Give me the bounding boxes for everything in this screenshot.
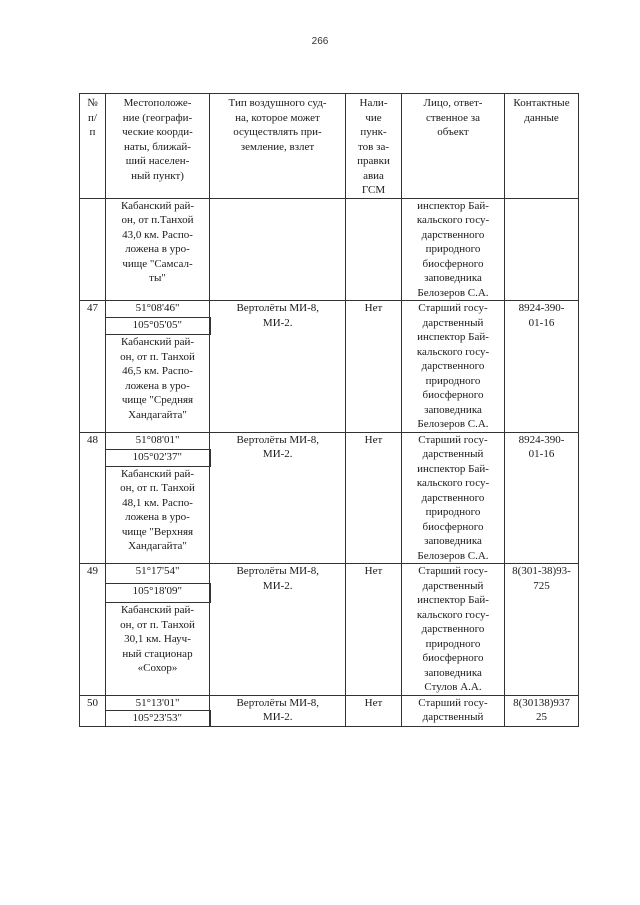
contacts-cell	[505, 198, 579, 301]
aircraft-cell	[210, 198, 346, 301]
num-cell: 47	[80, 301, 106, 433]
table-row	[80, 564, 579, 584]
fuel-cell: Нет	[346, 432, 402, 564]
location-cell: Кабанский рай- он, от п.Танхой 43,0 км. Распо- ложена в уро- чище "Самсал- ты"	[106, 198, 210, 301]
latitude-cell: 51°17'54"	[106, 564, 210, 584]
contacts-cell: 8924-390- 01-16	[505, 301, 579, 433]
contacts-cell: 8(301-38)93- 725	[505, 564, 579, 696]
responsible-cell: Старший госу- дарственный	[402, 695, 505, 726]
latitude-cell: 51°13'01"	[106, 695, 210, 711]
longitude-cell: 105°23'53"	[106, 711, 210, 727]
latitude-cell: 51°08'46"	[106, 301, 210, 318]
place-cell: Кабанский рай- он, от п. Танхой 46,5 км. Распо- ложена в уро- чище "Средняя Хандагайта"	[106, 335, 210, 432]
responsible-cell: Старший госу- дарственный инспектор Бай- кальского госу- дарственного природного биосферного заповедника Белозеров С.А.	[402, 432, 505, 564]
fuel-cell	[346, 198, 402, 301]
page-number: 266	[311, 36, 329, 47]
header-location: Местоположе- ние (географи- ческие коорди- наты, ближай- ший населен- ный пункт)	[106, 94, 210, 199]
num-cell: 48	[80, 432, 106, 564]
header-contacts: Контактные данные	[505, 94, 579, 199]
fuel-cell: Нет	[346, 301, 402, 433]
latitude-cell: 51°08'01"	[106, 432, 210, 449]
table-row	[80, 198, 579, 301]
header-responsible: Лицо, ответ- ственное за объект	[402, 94, 505, 199]
aircraft-cell: Вертолёты МИ-8, МИ-2.	[210, 695, 346, 726]
responsible-cell: Старший госу- дарственный инспектор Бай- кальского госу- дарственного природного биосферного заповедника Белозеров С.А.	[402, 301, 505, 433]
place-cell: Кабанский рай- он, от п. Танхой 48,1 км. Распо- ложена в уро- чище "Верхняя Хандагайта"	[106, 466, 210, 563]
responsible-cell: инспектор Бай- кальского госу- дарственного природного биосферного заповедника Белозеров С.А.	[402, 198, 505, 301]
num-cell: 50	[80, 695, 106, 726]
table-row	[80, 432, 579, 449]
place-cell: Кабанский рай- он, от п. Танхой 30,1 км. Науч- ный стационар «Сохор»	[106, 603, 210, 696]
contacts-cell: 8924-390- 01-16	[505, 432, 579, 564]
longitude-cell: 105°05'05"	[106, 318, 210, 335]
aircraft-cell: Вертолёты МИ-8, МИ-2.	[210, 564, 346, 696]
num-cell	[80, 198, 106, 301]
num-cell: 49	[80, 564, 106, 696]
longitude-cell: 105°18'09"	[106, 583, 210, 603]
table-row	[80, 301, 579, 318]
header-fuel: Нали- чие пунк- тов за- правки авиа ГСМ	[346, 94, 402, 199]
header-num: № п/ п	[80, 94, 106, 199]
landing-sites-table	[79, 93, 579, 727]
fuel-cell: Нет	[346, 695, 402, 726]
responsible-cell: Старший госу- дарственный инспектор Бай- кальского госу- дарственного природного биосферного заповедника Стулов А.А.	[402, 564, 505, 696]
table-row	[80, 695, 579, 711]
aircraft-cell: Вертолёты МИ-8, МИ-2.	[210, 301, 346, 433]
longitude-cell: 105°02'37"	[106, 449, 210, 466]
aircraft-cell: Вертолёты МИ-8, МИ-2.	[210, 432, 346, 564]
header-aircraft: Тип воздушного суд- на, которое может осуществлять при- земление, взлет	[210, 94, 346, 199]
header-row	[80, 94, 579, 199]
contacts-cell: 8(30138)937 25	[505, 695, 579, 726]
fuel-cell: Нет	[346, 564, 402, 696]
